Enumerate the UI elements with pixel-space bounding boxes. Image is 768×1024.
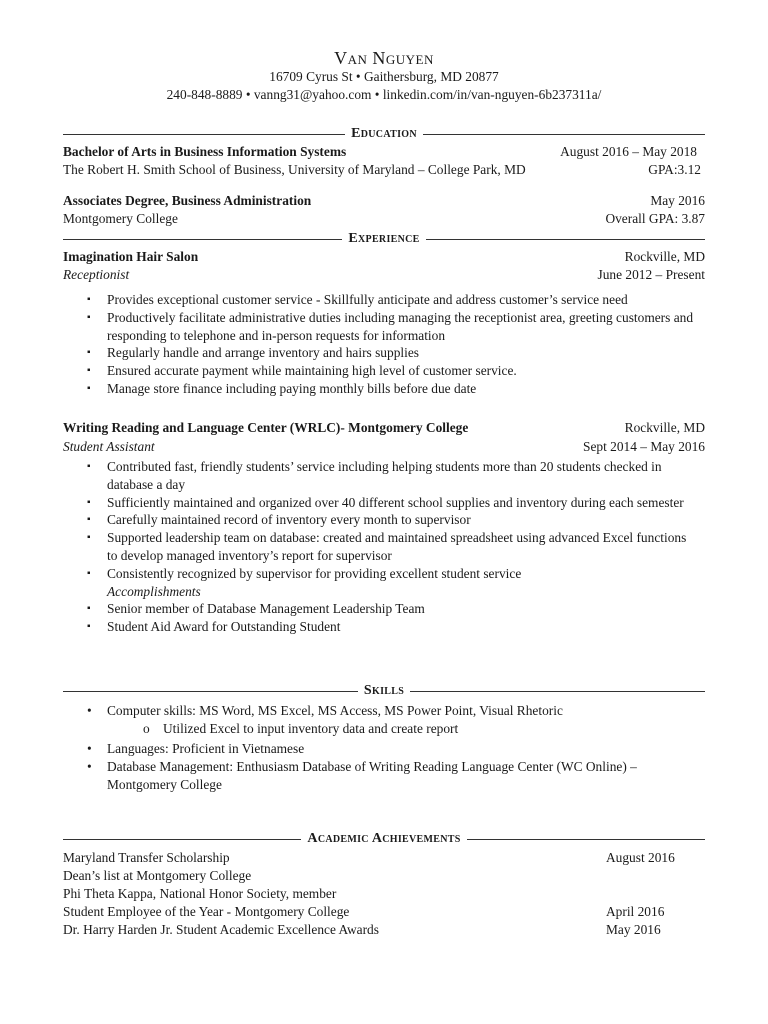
list-item: o Utilized Excel to input inventory data and create report <box>143 721 459 736</box>
list-item <box>63 867 705 885</box>
section-rule-right <box>426 239 705 240</box>
achievements-title: Academic Achievements <box>307 831 461 846</box>
square-bullet-icon: ▪ <box>87 567 91 579</box>
square-bullet-icon: ▪ <box>87 532 91 544</box>
achievement-date: April 2016 <box>606 904 665 919</box>
achievement-name: Maryland Transfer Scholarship <box>63 850 230 865</box>
square-bullet-icon: ▪ <box>87 294 91 305</box>
bullet-icon: • <box>87 759 92 774</box>
experience-section-header <box>63 230 705 248</box>
gpa: Overall GPA: 3.87 <box>605 211 705 226</box>
job-location: Rockville, MD <box>624 420 705 435</box>
list-item: ▪ Senior member of Database Management Leadership Team <box>87 601 425 617</box>
accomplishments-label: Accomplishments <box>107 583 201 599</box>
achievement-name: Dean’s list at Montgomery College <box>63 868 252 883</box>
achievement-name: Phi Theta Kappa, National Honor Society, member <box>63 886 337 901</box>
degree-dates: August 2016 – May 2018 <box>560 144 697 159</box>
job-1-header <box>63 248 705 266</box>
square-bullet-icon: ▪ <box>87 347 91 359</box>
list-item: • Database Management: Enthusiasm Database of Writing Reading Language Center (WC Online) – Montgomery College <box>87 759 637 792</box>
square-bullet-icon: ▪ <box>87 461 91 472</box>
skills-section-header <box>63 682 705 700</box>
list-item: ▪ Student Aid Award for Outstanding Student <box>87 619 341 635</box>
list-item: ▪ Manage store finance including paying monthly bills before due date <box>87 380 477 396</box>
education-entry-1-line-2 <box>63 161 705 179</box>
job-2-role-row <box>63 438 705 456</box>
education-entry-1-line-1 <box>63 143 705 161</box>
square-bullet-icon: ▪ <box>87 514 91 526</box>
square-bullet-icon: ▪ <box>87 365 91 377</box>
list-item: • Computer skills: MS Word, MS Excel, MS Access, MS Power Point, Visual Rhetoric <box>87 703 563 718</box>
square-bullet-icon: ▪ <box>87 382 91 394</box>
job-role: Student Assistant <box>63 439 155 454</box>
bullet-icon: • <box>87 741 92 756</box>
achievements-section-header <box>63 830 705 848</box>
employer-name: Imagination Hair Salon <box>63 249 199 264</box>
section-rule-left <box>63 691 358 692</box>
list-item: ▪ Carefully maintained record of inventory every month to supervisor <box>87 512 471 528</box>
degree-name: Associates Degree, Business Administration <box>63 193 312 208</box>
achievement-name: Student Employee of the Year - Montgomery College <box>63 904 350 919</box>
gpa: GPA:3.12 <box>648 162 701 177</box>
section-rule-right <box>423 134 705 135</box>
list-item <box>63 849 705 867</box>
education-section-header <box>63 125 705 143</box>
achievement-date: May 2016 <box>606 922 661 937</box>
education-entry-2-line-2 <box>63 210 705 228</box>
section-rule-left <box>63 239 342 240</box>
education-title: Education <box>351 126 417 141</box>
circle-bullet-icon: o <box>143 721 150 736</box>
achievement-date: August 2016 <box>606 850 675 865</box>
square-bullet-icon: ▪ <box>87 621 91 633</box>
job-2-header <box>63 419 705 437</box>
section-rule-left <box>63 839 301 840</box>
school-name: Montgomery College <box>63 211 178 226</box>
list-item: ▪ Sufficiently maintained and organized over 40 different school supplies and inventory during each semester <box>87 494 684 510</box>
skills-list <box>63 702 705 794</box>
experience-title: Experience <box>348 231 420 246</box>
degree-name: Bachelor of Arts in Business Information Systems <box>63 144 347 159</box>
job-dates: June 2012 – Present <box>597 267 705 282</box>
job-1-role-row <box>63 266 705 284</box>
list-item: ▪ Supported leadership team on database: created and maintained spreadsheet using advanced Excel functions to develop managed inventory’s report for supervisor <box>87 530 687 563</box>
square-bullet-icon: ▪ <box>87 311 91 323</box>
list-item <box>63 885 705 903</box>
address-line: 16709 Cyrus St • Gaithersburg, MD 20877 <box>269 69 499 84</box>
square-bullet-icon: ▪ <box>87 496 91 508</box>
list-item: ▪ Contributed fast, friendly students’ service including helping students more than 20 students checked in database a day <box>87 459 662 492</box>
square-bullet-icon: ▪ <box>87 603 91 615</box>
list-item: ▪ Productively facilitate administrative duties including managing the receptionist area, greeting customers and responding to telephone and in-person requests for information <box>87 309 694 343</box>
section-rule-right <box>467 839 705 840</box>
contact-line: 240-848-8889 • vanng31@yahoo.com • linkedin.com/in/van-nguyen-6b237311a/ <box>166 87 602 102</box>
list-item: ▪ Ensured accurate payment while maintaining high level of customer service. <box>87 363 517 379</box>
job-dates: Sept 2014 – May 2016 <box>583 439 705 454</box>
list-item: ▪ Consistently recognized by supervisor for providing excellent student service <box>87 565 522 581</box>
list-item: ▪ Provides exceptional customer service - Skillfully anticipate and address customer’s service need <box>87 292 628 307</box>
education-entry-2-line-1 <box>63 192 705 210</box>
section-rule-right <box>410 691 705 692</box>
job-role: Receptionist <box>63 267 130 282</box>
skills-title: Skills <box>363 683 405 698</box>
bullet-icon: • <box>87 703 92 718</box>
job-1-bullets <box>63 291 705 398</box>
employer-name: Writing Reading and Language Center (WRLC)- Montgomery College <box>63 420 469 435</box>
list-item: • Languages: Proficient in Vietnamese <box>87 741 305 756</box>
list-item <box>63 903 705 921</box>
job-location: Rockville, MD <box>624 249 705 264</box>
degree-dates: May 2016 <box>650 193 705 208</box>
school-name: The Robert H. Smith School of Business, University of Maryland – College Park, MD <box>63 162 526 177</box>
achievement-name: Dr. Harry Harden Jr. Student Academic Excellence Awards <box>63 922 379 937</box>
list-item <box>63 921 705 939</box>
candidate-name: Van Nguyen <box>334 48 434 68</box>
achievements-list <box>63 849 705 939</box>
job-2-bullets <box>63 458 705 636</box>
section-rule-left <box>63 134 345 135</box>
list-item: ▪ Regularly handle and arrange inventory and hairs supplies <box>87 345 419 361</box>
